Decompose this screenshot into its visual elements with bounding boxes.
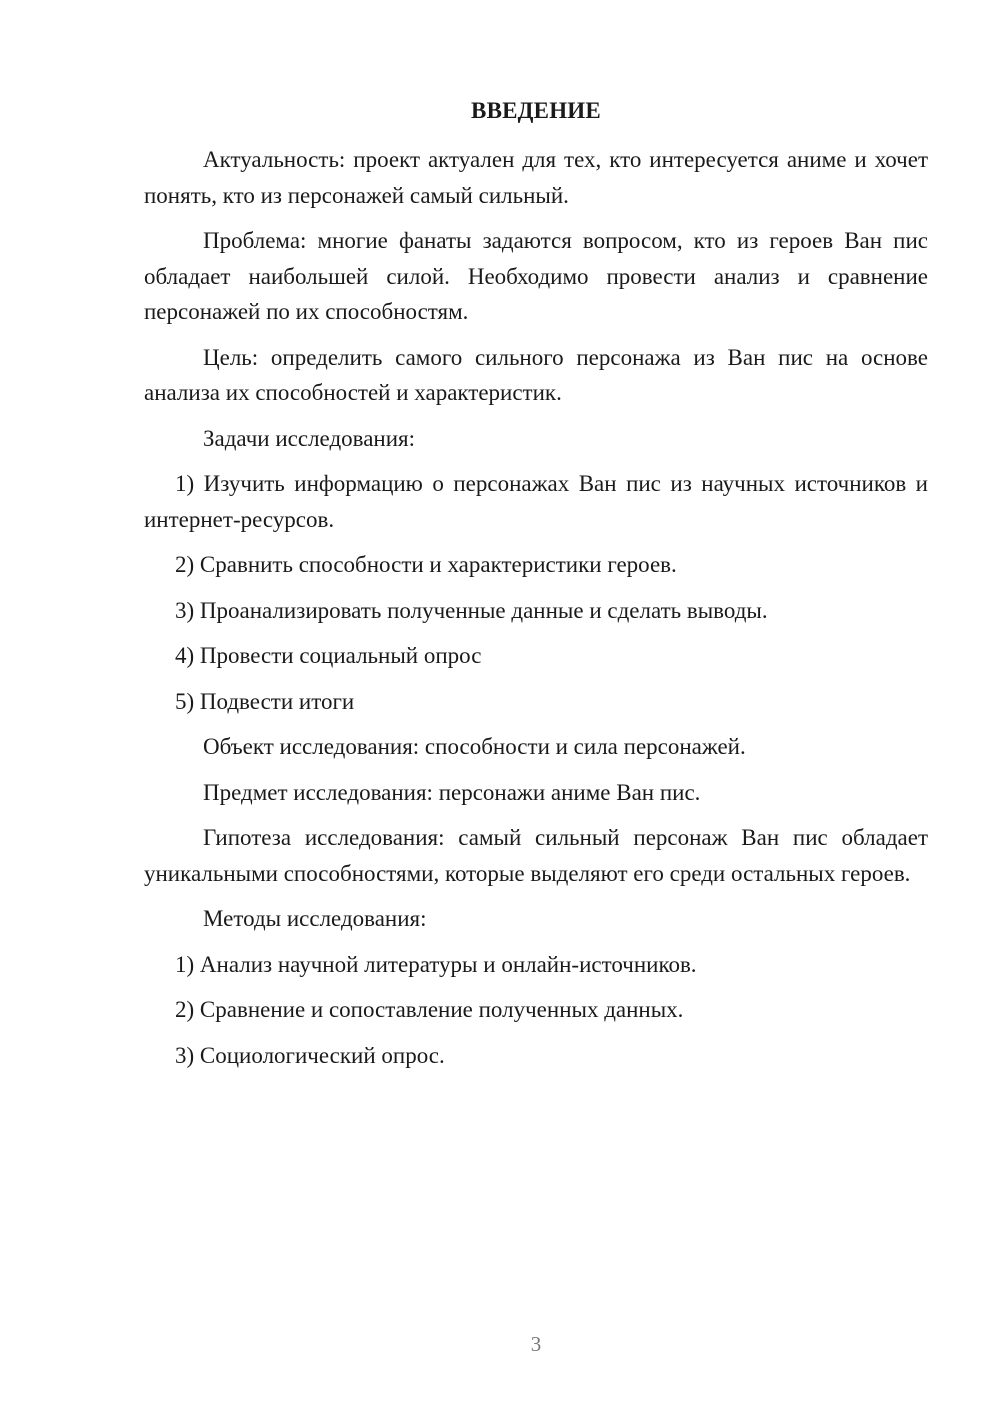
task-item-1: 1) Изучить информацию о персонажах Ван пис из научных источников и интернет-ресурсов.	[144, 471, 928, 532]
page-title: ВВЕДЕНИЕ	[471, 98, 601, 123]
paragraph-object: Объект исследования: способности и сила персонажей.	[203, 734, 746, 759]
method-item-1: 1) Анализ научной литературы и онлайн-источников.	[175, 951, 697, 977]
paragraph-hypothesis: Гипотеза исследования: самый сильный персонаж Ван пис обладает уникальными способностями, которые выделяют его среди остальных героев.	[144, 825, 928, 886]
paragraph-problem: Проблема: многие фанаты задаются вопросом, кто из героев Ван пис обладает наибольшей силой. Необходимо провести анализ и сравнение персонажей по их способностям.	[144, 228, 928, 324]
paragraph-goal: Цель: определить самого сильного персонажа из Ван пис на основе анализа их способностей и характеристик.	[144, 344, 928, 405]
method-item-3: 3) Социологический опрос.	[175, 1042, 445, 1068]
task-item-2: 2) Сравнить способности и характеристики героев.	[175, 552, 677, 577]
paragraph-subject: Предмет исследования: персонажи аниме Ван пис.	[203, 779, 701, 805]
task-item-4: 4) Провести социальный опрос	[175, 643, 482, 668]
task-item-3: 3) Проанализировать полученные данные и сделать выводы.	[175, 597, 768, 623]
method-item-2: 2) Сравнение и сопоставление полученных данных.	[175, 997, 684, 1022]
task-item-5: 5) Подвести итоги	[175, 688, 355, 714]
paragraph-tasks-heading: Задачи исследования:	[203, 425, 416, 451]
paragraph-relevance: Актуальность: проект актуален для тех, кто интересуется аниме и хочет понять, кто из персонажей самый сильный.	[144, 147, 928, 208]
paragraph-methods-heading: Методы исследования:	[203, 906, 427, 931]
page-number: 3	[530, 1332, 542, 1356]
document-body	[144, 142, 928, 1083]
